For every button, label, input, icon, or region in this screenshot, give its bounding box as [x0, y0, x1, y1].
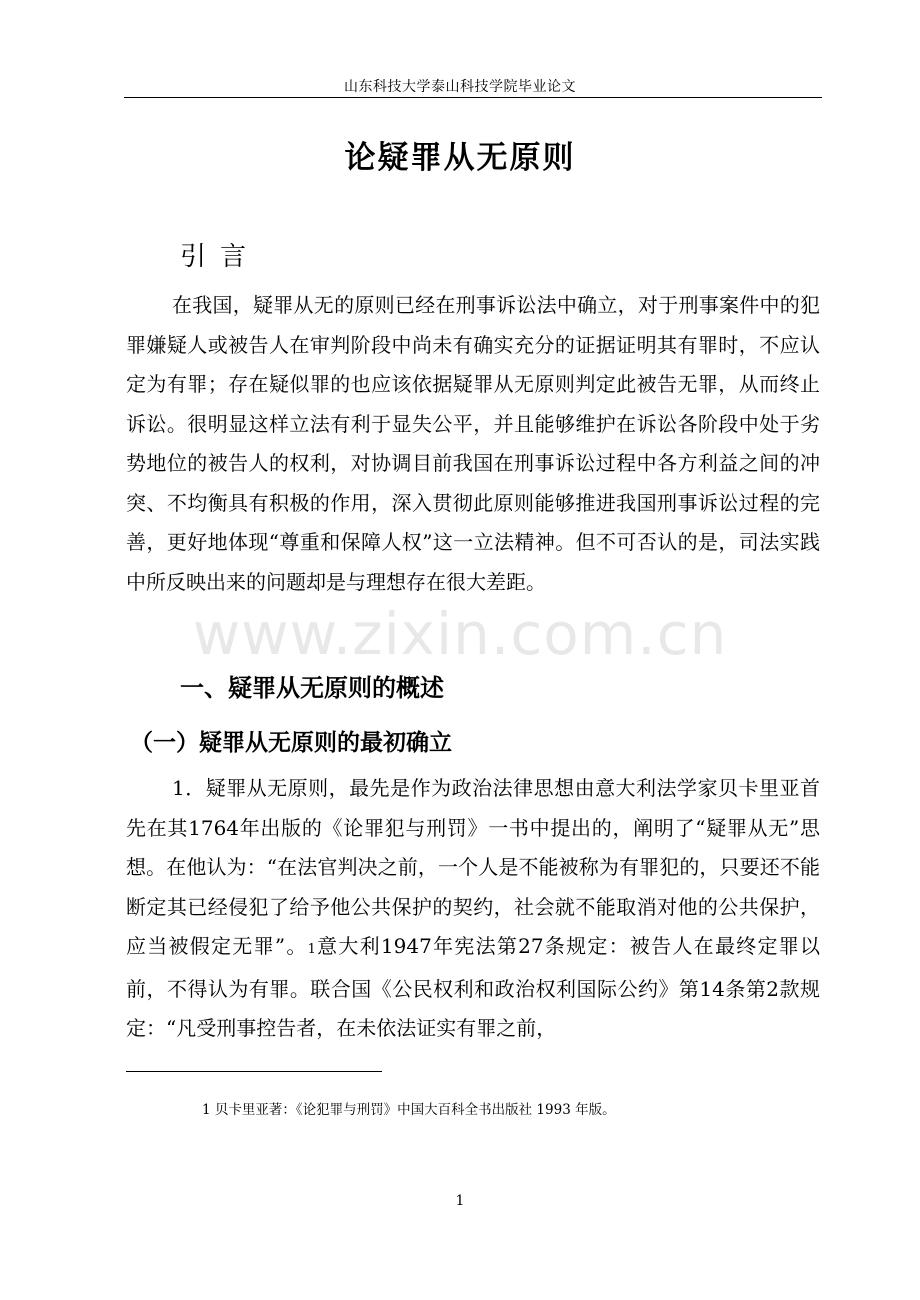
- page-number: 1: [455, 1193, 465, 1209]
- body-paragraph: [126, 769, 820, 1049]
- watermark: www.zixin.com.cn: [192, 600, 728, 668]
- footnote-reference[interactable]: 1: [307, 942, 316, 957]
- intro-paragraph: 在我国，疑罪从无的原则已经在刑事诉讼法中确立，对于刑事案件中的犯罪嫌疑人或被告人在审判阶段中尚未有确实充分的证据证明其有罪时，不应认定为有罪；存在疑似罪的也应该依据疑罪从无原则判定此被告无罪，从而终止诉讼。很明显这样立法有利于显失公平，并且能够维护在诉讼各阶段中处于劣势地位的被告人的权利，对协调目前我国在刑事诉讼过程中各方利益之间的冲突、不均衡具有积极的作用，深入贯彻此原则能够推进我国刑事诉讼过程的完善，更好地体现“尊重和保障人权”这一立法精神。但不可否认的是，司法实践中所反映出来的问题却是与理想存在很大差距。: [126, 293, 820, 594]
- footnote: 1 贝卡里亚著：《论犯罪与刑罚》中国大百科全书出版社 1993 年版。: [202, 1102, 616, 1118]
- footnote-divider: [126, 1071, 382, 1072]
- subsection-heading: （一）疑罪从无原则的最初确立: [130, 730, 452, 756]
- running-header: 山东科技大学泰山科技学院毕业论文: [344, 79, 576, 95]
- intro-heading: 引言: [180, 242, 261, 272]
- section-heading: 一、疑罪从无原则的概述: [180, 674, 444, 702]
- paragraph-text: 1．疑罪从无原则，最先是作为政治法律思想由意大利法学家贝卡里亚首先在其1764年出版的《论罪犯与刑罚》一书中提出的，阐明了“疑罪从无”思想。在他认为：“在法官判决之前，一个人是不能被称为有罪犯的，只要还不能断定其已经侵犯了给予他公共保护的契约，社会就不能取消对他的公共保护，应当被假定无罪”。: [126, 776, 820, 958]
- document-title: 论疑罪从无原则: [344, 140, 576, 176]
- paragraph-text-continued: 意大利1947年宪法第27条规定：被告人在最终定罪以前，不得认为有罪。联合国《公民权利和政治权利国际公约》第14条第2款规定：“凡受刑事控告者，在未依法证实有罪之前，: [126, 934, 820, 1040]
- header-divider: [124, 97, 822, 98]
